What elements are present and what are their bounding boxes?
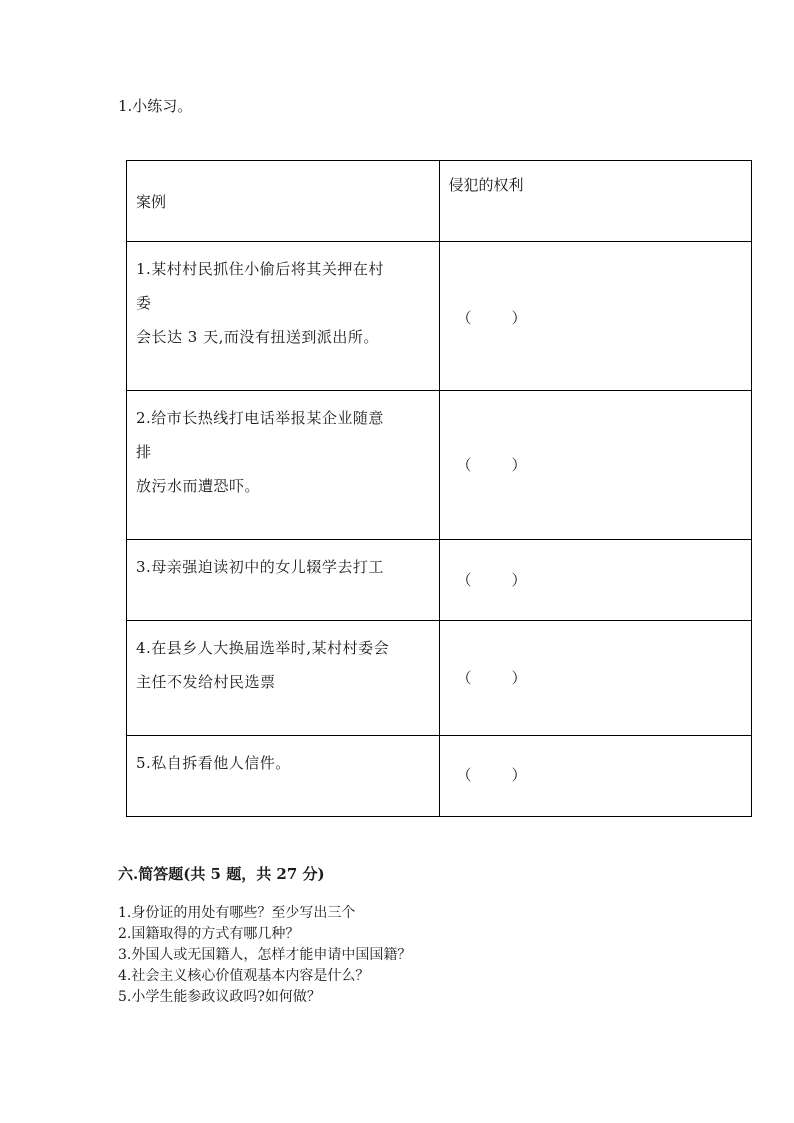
case-cell xyxy=(127,736,440,817)
table-row xyxy=(127,621,752,736)
paren-close: ） xyxy=(511,766,527,784)
paren-open: （ xyxy=(456,766,472,784)
case-line: 5.私自拆看他人信件。 xyxy=(136,754,291,772)
case-line: 主任不发给村民选票 xyxy=(136,673,276,691)
list-item: 5.小学生能参政议政吗?如何做？ xyxy=(118,989,321,1005)
paren-close: ） xyxy=(511,309,527,327)
answer-blank[interactable] xyxy=(457,455,527,475)
section-title: 六.简答题(共 5 题，共 27 分) xyxy=(118,865,325,883)
header-right-label: 侵犯的权利 xyxy=(448,176,524,194)
answer-blank[interactable] xyxy=(457,765,527,785)
case-line: 放污水而遭恐吓。 xyxy=(136,477,261,495)
table-row xyxy=(127,540,752,621)
table-row xyxy=(127,736,752,817)
case-text xyxy=(127,736,439,780)
paren-close: ） xyxy=(511,669,527,687)
case-text xyxy=(127,391,439,503)
answer-cell xyxy=(439,242,752,391)
answer-cell xyxy=(439,736,752,817)
paren-open: （ xyxy=(456,309,472,327)
answer-blank[interactable] xyxy=(457,308,527,328)
list-item: 2.国籍取得的方式有哪几种？ xyxy=(118,926,300,942)
case-cell xyxy=(127,621,440,736)
case-table xyxy=(126,160,752,817)
answer-cell xyxy=(439,540,752,621)
header-case-label: 案例 xyxy=(136,193,167,211)
case-line: 1.某村村民抓住小偷后将其关押在村 xyxy=(136,260,384,278)
header-case-cell xyxy=(127,161,440,242)
case-line: 排 xyxy=(136,443,152,461)
case-text xyxy=(127,242,439,354)
table-header-row xyxy=(127,161,752,242)
exercise-title: 1.小练习。 xyxy=(118,97,193,115)
table-row xyxy=(127,391,752,540)
question-list xyxy=(118,903,411,1008)
answer-cell xyxy=(439,621,752,736)
case-text xyxy=(127,621,439,699)
paren-close: ） xyxy=(511,456,527,474)
case-text xyxy=(127,540,439,584)
paren-open: （ xyxy=(456,571,472,589)
case-line: 会长达 3 天,而没有扭送到派出所。 xyxy=(136,328,379,346)
case-line: 2.给市长热线打电话举报某企业随意 xyxy=(136,409,384,427)
answer-blank[interactable] xyxy=(457,570,527,590)
header-right-cell xyxy=(439,161,752,242)
case-cell xyxy=(127,540,440,621)
list-item: 4.社会主义核心价值观基本内容是什么？ xyxy=(118,968,370,984)
answer-blank[interactable] xyxy=(457,668,527,688)
paren-open: （ xyxy=(456,456,472,474)
paren-open: （ xyxy=(456,669,472,687)
case-cell xyxy=(127,242,440,391)
answer-cell xyxy=(439,391,752,540)
list-item: 1.身份证的用处有哪些？至少写出三个 xyxy=(118,905,356,921)
case-line: 4.在县乡人大换届选举时,某村村委会 xyxy=(136,639,390,657)
table-row xyxy=(127,242,752,391)
case-line: 3.母亲强迫读初中的女儿辍学去打工 xyxy=(136,558,384,576)
list-item: 3.外国人或无国籍人，怎样才能申请中国国籍？ xyxy=(118,947,412,963)
case-cell xyxy=(127,391,440,540)
case-line: 委 xyxy=(136,294,152,312)
paren-close: ） xyxy=(511,571,527,589)
